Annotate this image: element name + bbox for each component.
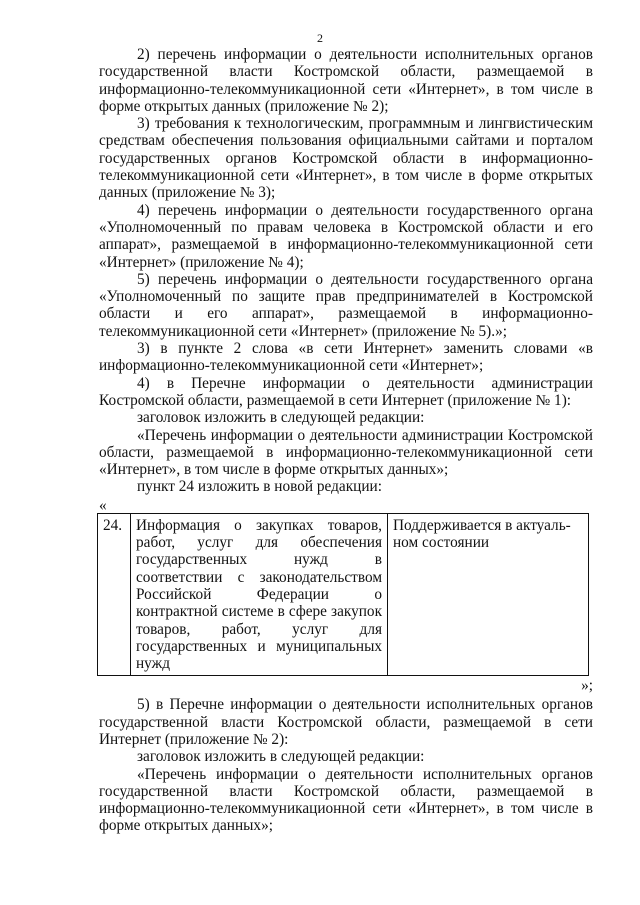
paragraph: 3) в пункте 2 слова «в сети Интернет» заменить словами «в информационно-телекоммуникационной сети «Интернет»; — [99, 340, 593, 375]
paragraph: 5) в Перечне информации о деятельности исполнительных органов государственной власти Костромской области, размещаемой в сети Интернет (приложение № 2): — [99, 696, 593, 748]
item-status: Поддерживается в актуаль-ном состоянии — [388, 513, 589, 676]
paragraph: заголовок изложить в следующей редакции: — [137, 409, 425, 427]
item-info: Информация о закупках товаров, работ, услуг для обеспечения государственных нужд в соответствии с законодательством Российской Федерации о контрактной системе в сфере закупок товаров, работ, услуг для государственных и муниципальных нужд — [131, 513, 388, 676]
paragraph: 4) перечень информации о деятельности государственного органа «Уполномоченный по правам человека в Костромской области и его аппарат», размещаемой в информационно-телекоммуникационной сети «Интернет» (приложение № 4); — [99, 201, 593, 271]
paragraph: «Перечень информации о деятельности исполнительных органов государственной власти Костромской области, размещаемой в информационно-телекоммуникационной сети «Интернет», в том числе в форме открытых данных»; — [99, 765, 593, 835]
paragraph: 2) перечень информации о деятельности исполнительных органов государственной власти Костромской области, размещаемой в информационно-телекоммуникационной сети «Интернет», в том числе в форме открытых данных (приложение № 2); — [99, 46, 593, 115]
page-number: 2 — [317, 31, 323, 45]
paragraph: 5) перечень информации о деятельности государственного органа «Уполномоченный по защите прав предпринимателей в Костромской области и его аппарат», размещаемой в информационно-телекоммуникационной сети «Интернет» (приложение № 5).»; — [99, 270, 593, 340]
paragraph: 3) требования к технологическим, программным и лингвистическим средствам обеспечения пользования официальными сайтами и порталом государственных органов Костромской области в информационно-телекоммуникационной сети «Интернет», в том числе в форме открытых данных (приложение № 3); — [99, 115, 593, 202]
paragraph: «Перечень информации о деятельности администрации Костромской области, размещаемой в информационно-телекоммуникационной сети «Интернет», в том числе в форме открытых данных»; — [99, 426, 593, 479]
paragraph: 4) в Перечне информации о деятельности администрации Костромской области, размещаемой в сети Интернет (приложение № 1): — [99, 374, 593, 409]
quote-close-mark: »; — [581, 677, 593, 695]
item-table — [97, 513, 589, 677]
paragraph: заголовок изложить в следующей редакции: — [137, 748, 425, 766]
table-row — [98, 513, 589, 676]
paragraph: пункт 24 изложить в новой редакции: — [137, 478, 382, 496]
item-number: 24. — [98, 513, 131, 676]
document-body — [99, 46, 593, 835]
quote-open-mark: « — [99, 496, 107, 514]
